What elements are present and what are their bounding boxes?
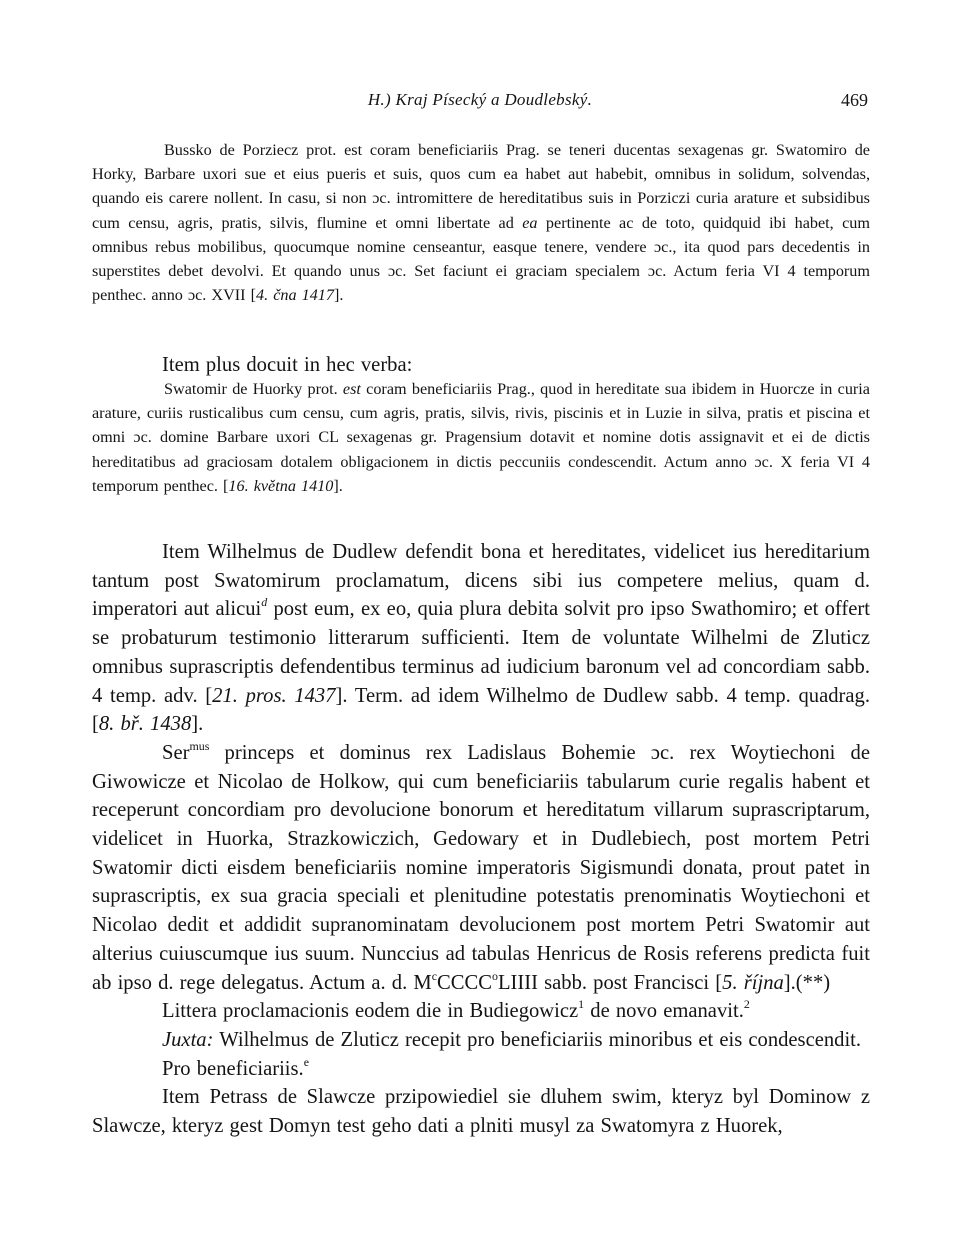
entry-item-plus bbox=[92, 351, 870, 380]
running-title: H.) Kraj Písecký a Doudlebský. bbox=[367, 90, 593, 109]
paragraph-littera: Littera proclamacionis eodem die in Budiegowicz$^1$ de novo emanavit.$^2$ bbox=[162, 997, 750, 1023]
page-number: 469 bbox=[841, 90, 868, 110]
paragraph-wilhelmus: Item Wilhelmus de Dudlew defendit bona et hereditates, videlicet ius hereditarium tantum post Swatomirum proclamatum, dicens sibi ius competere melius, quam d. imperatori aut alicui$^d$ post eum, ex eo, quia plura debita solvit pro ipso Swathomiro; et offert se probaturum testimonio litterarum sufficienti. Item de voluntate Wilhelmi de Zluticz omnibus suprascriptis defendentibus terminus ad iudicium baronum vel ad concordiam sabb. 4 temp. adv. [21. pros. 1437]. Term. ad idem Wilhelmo de Dudlew sabb. 4 temp. quadrag. [8. bř. 1438]. bbox=[92, 541, 870, 736]
paragraph-swatomir: Swatomir de Huorky prot. est coram beneficiariis Prag., quod in hereditate sua ibidem in Huorcze in curia arature, curiis rusticalibus cum censu, cum agris, pratis, silvis, rivis, piscinis et in Luzie in silva, pratis et piscina et omni ɔc. domine Barbare uxori CL sexagenas gr. Pragensium dotavit et nomine dotis assignavit et ei de dictis hereditatibus ad graciosam dotalem obligacionem in dictis peccuniis condescendit. Actum anno ɔc. X feria VI 4 temporum penthec. [16. května 1410]. bbox=[92, 380, 870, 495]
entry-bussko bbox=[92, 138, 870, 307]
entry-swatomir bbox=[92, 377, 870, 498]
paragraph-petrass: Item Petrass de Slawcze przipowiediel sie dluhem swim, kteryz byl Dominow z Slawcze, kteryz gest Domyn test geho dati a plniti musyl za Swatomyra z Huorek, bbox=[92, 1086, 870, 1138]
paragraph-juxta: Juxta: Wilhelmus de Zluticz recepit pro beneficiariis minoribus et eis condescendit. bbox=[162, 1028, 862, 1051]
paragraph-sermus: Ser$^{mus}$ princeps et dominus rex Ladislaus Bohemie ɔc. rex Woytiechoni de Giwowicze et Nicolao de Holkow, qui cum beneficiariis tabularum curie regalis habent et receperunt concordiam pro devolucione bonorum et hereditatum villarum suprascriptarum, videlicet in Huorka, Strazkowiczich, Gedowary et in Dudlebiech, post mortem Petri Swatomir dicti eisdem beneficiariis nomine imperatoris Sigismundi donata, prout patet in suprascriptis, ex sua gracia speciali et plenitudine potestatis prenominatis Woytiechoni et Nicolao dedit et addidit supranominatam devolucionem post mortem Petri Swatomir aut alterius cuiuscumque ius suum. Nunccius ad tabulas Henricus de Rosis referens predicta fuit ab ipso d. rege delegatus. Actum a. d. $M^cCCCC^oLIIII$ sabb. post Francisci [5. října].(**) bbox=[92, 738, 870, 994]
page-header bbox=[92, 90, 868, 120]
paragraph-bussko: Bussko de Porziecz prot. est coram beneficiariis Prag. se teneri ducentas sexagenas gr. Swatomiro de Horky, Barbare uxori sue et eius pueris et suis, quos cum ea habet aut habebit, omnibus in solidum, solvendas, quando eis carere nollent. In casu, si non ɔc. intromittere de hereditatibus suis in Porziczi curia arature et subsidibus cum censu, agris, pratis, silvis, flumine et omni libertate ad ea pertinente ac de toto, quidquid ibi habet, cum omnibus rebus mobilibus, quocumque nomine censeantur, easque tenere, vendere ɔc., ita quod pars decedentis in superstites debet devolvi. Et quando unus ɔc. Set faciunt ei graciam specialem ɔc. Actum feria VI 4 temporum penthec. anno ɔc. XVII [4. čna 1417]. bbox=[92, 141, 870, 305]
main-text bbox=[92, 538, 870, 1141]
paragraph-item-plus: Item plus docuit in hec verba: bbox=[162, 354, 413, 376]
paragraph-pro-beneficiariis: Pro beneficiariis.$^e$ bbox=[162, 1054, 309, 1080]
